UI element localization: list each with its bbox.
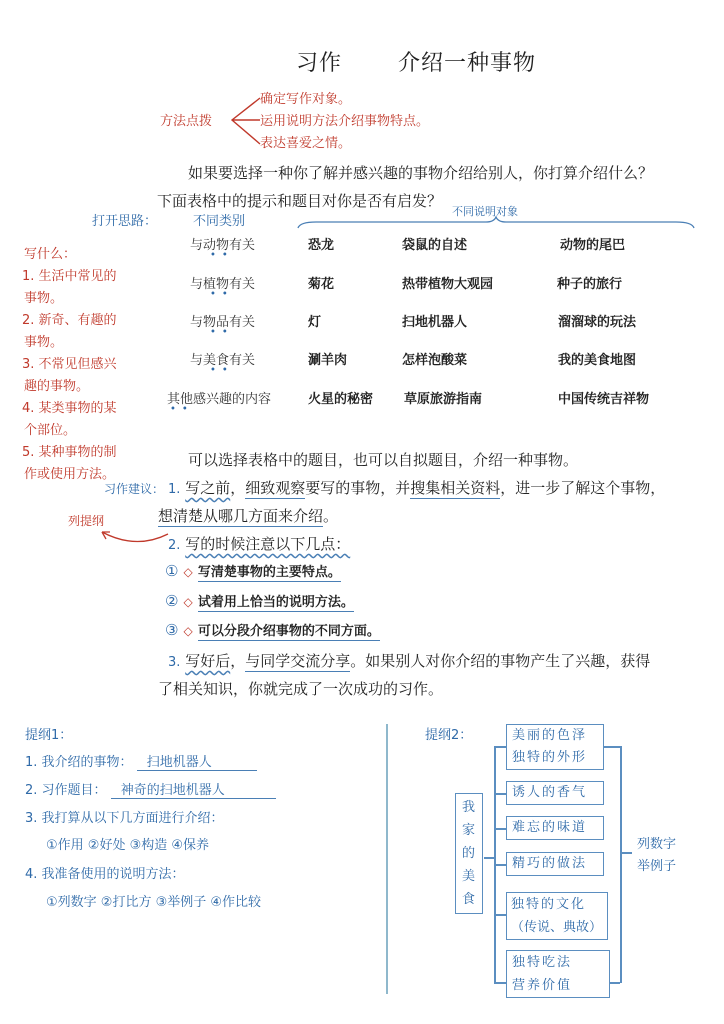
row-category: 与美食有关 (190, 353, 256, 368)
connector (484, 857, 494, 859)
what-to-write-item: 1. 生活中常见的 (22, 269, 117, 284)
emphasis-dots: •• (210, 250, 234, 261)
topic-cell: 袋鼠的自述 (402, 238, 468, 253)
connector (494, 864, 506, 866)
method-tip-bracket (228, 94, 262, 150)
branch-line: 独特的外形 (512, 750, 588, 765)
diamond-icon: ◇ (183, 595, 193, 609)
point-num: ③ (165, 621, 179, 639)
outline-1-item (25, 751, 257, 771)
keyword: 搜集相关资料 (410, 479, 501, 497)
branch-line: （传说、典故） (511, 920, 603, 935)
connector (494, 828, 506, 830)
suggestion-num: 3. (168, 655, 181, 670)
topic-cell: 灯 (308, 315, 322, 330)
diff-category-label: 不同类别 (193, 214, 246, 229)
outline-2-branch (506, 816, 604, 840)
what-to-write-item: 事物。 (24, 335, 64, 350)
diamond-icon: ◇ (183, 565, 193, 579)
connector (494, 746, 506, 748)
text: 。如果别人对你介绍的事物产生了兴趣，获得 (350, 652, 651, 670)
object-brace (296, 216, 696, 230)
method-tip-item: 运用说明方法介绍事物特点。 (260, 114, 430, 129)
branch-line: 独特的文化 (511, 897, 587, 912)
suggestion-3 (168, 650, 650, 671)
suggestion-label: 习作建议： (104, 482, 165, 496)
suggestion-1-line-2 (158, 505, 338, 526)
topic-cell: 菊花 (308, 277, 335, 292)
suggestion-num: 2. (168, 538, 181, 553)
topic-cell: 溜溜球的玩法 (558, 315, 637, 330)
outline-2-branch (506, 950, 610, 998)
method-tip-item: 表达喜爱之情。 (260, 136, 352, 151)
emphasis-dots: •• (170, 404, 194, 415)
method-item: 列数字 (637, 837, 677, 852)
intro-line-1: 如果要选择一种你了解并感兴趣的事物介绍给别人，你打算介绍什么？ (188, 164, 654, 182)
choice-text: 可以选择表格中的题目，也可以自拟题目，介绍一种事物。 (188, 451, 579, 469)
keyword: 写之前 (185, 479, 231, 497)
row-category: 与动物有关 (190, 238, 256, 253)
intro-line-2: 下面表格中的提示和题目对你是否有启发？ (157, 192, 443, 210)
suggestion-num: 1. (168, 482, 181, 497)
connector (620, 852, 632, 854)
method-tip-label: 方法点拨 (160, 114, 213, 129)
what-to-write-title: 写什么： (24, 247, 77, 262)
item-label: 1. 我介绍的事物： (25, 755, 133, 770)
topic-cell: 热带植物大观园 (402, 277, 494, 292)
branch-line: 诱人的香气 (512, 785, 588, 800)
emphasis-dots: •• (210, 327, 234, 338)
emphasis-dots: •• (210, 289, 234, 300)
root-char: 家 (462, 823, 478, 838)
what-to-write-item: 5. 某种事物的制 (22, 445, 117, 460)
outline-1-options: ①列数字 ②打比方 ③举例子 ④作比较 (46, 895, 262, 910)
outline-arrow-icon (96, 524, 176, 550)
outline-2-title: 提纲2： (425, 728, 473, 743)
diff-object-label: 不同说明对象 (452, 205, 518, 218)
root-char: 食 (462, 892, 478, 907)
item-value: 扫地机器人 (137, 751, 257, 771)
what-to-write-item: 3. 不常见但感兴 (22, 357, 117, 372)
outline-1-item (25, 779, 276, 799)
point-text: 写清楚事物的主要特点。 (197, 565, 341, 580)
point-text: 试着用上恰当的说明方法。 (197, 595, 354, 610)
connector (494, 914, 506, 916)
outline-divider (386, 724, 388, 994)
keyword: 细致观察 (245, 479, 306, 497)
item-label: 2. 习作题目： (25, 783, 107, 798)
page-title: 介绍一种事物 (398, 51, 537, 76)
outline-2-branch (506, 852, 604, 876)
branch-line: 营养价值 (512, 978, 573, 993)
text: ，进一步了解这个事物， (500, 479, 666, 497)
row-category: 与物品有关 (190, 315, 256, 330)
outline-1-options: ①作用 ②好处 ③构造 ④保养 (46, 838, 210, 853)
page-label: 习作 (296, 51, 343, 76)
point-num: ① (165, 562, 179, 580)
suggestion-3-line-2: 了相关知识，你就完成了一次成功的习作。 (158, 680, 444, 698)
what-to-write-item: 作或使用方法。 (24, 467, 116, 482)
topic-cell: 恐龙 (308, 238, 335, 253)
connector (494, 982, 506, 984)
text: 要写的事物，并 (305, 479, 411, 497)
outline-2-branch (506, 724, 604, 770)
point-item (165, 561, 341, 580)
what-to-write-item: 2. 新奇、有趣的 (22, 313, 117, 328)
method-item: 举例子 (637, 859, 677, 874)
connector (604, 746, 620, 748)
text: ， (230, 479, 246, 497)
root-char: 我 (462, 800, 478, 815)
point-item (165, 591, 354, 610)
open-ideas-label: 打开思路： (92, 214, 158, 229)
row-category: 与植物有关 (190, 277, 256, 292)
row-category: 其他感兴趣的内容 (167, 392, 272, 407)
branch-line: 独特吃法 (512, 955, 573, 970)
what-to-write-item: 个部位。 (24, 423, 77, 438)
connector (620, 746, 622, 983)
point-num: ② (165, 592, 179, 610)
item-value: 神奇的扫地机器人 (111, 779, 276, 799)
topic-cell: 中国传统吉祥物 (558, 392, 650, 407)
keyword: 写好后 (185, 652, 231, 670)
what-to-write-item: 事物。 (24, 291, 64, 306)
emphasis-dots: •• (210, 365, 234, 376)
topic-cell: 我的美食地图 (558, 353, 637, 368)
method-tip-item: 确定写作对象。 (260, 92, 352, 107)
suggestion-1 (168, 477, 665, 498)
suggestion-2 (168, 533, 350, 554)
text: 写的时候注意以下几点： (185, 535, 351, 553)
outline-2-branch (506, 781, 604, 805)
topic-cell: 动物的尾巴 (560, 238, 626, 253)
diamond-icon: ◇ (183, 624, 193, 638)
what-to-write-item: 4. 某类事物的某 (22, 401, 117, 416)
topic-cell: 草原旅游指南 (404, 392, 483, 407)
text: ， (230, 652, 246, 670)
topic-cell: 涮羊肉 (308, 353, 348, 368)
outline-2-branch (506, 892, 608, 940)
outline-1-item: 4. 我准备使用的说明方法： (25, 867, 185, 882)
branch-line: 美丽的色泽 (512, 728, 588, 743)
outline-note: 列提纲 (68, 514, 105, 528)
outline-1-item: 3. 我打算从以下几方面进行介绍： (25, 811, 224, 826)
point-text: 可以分段介绍事物的不同方面。 (197, 624, 380, 639)
root-char: 的 (462, 846, 478, 861)
keyword: 与同学交流分享 (245, 652, 351, 670)
topic-cell: 火星的秘密 (308, 392, 374, 407)
topic-cell: 怎样泡酸菜 (402, 353, 468, 368)
root-char: 美 (462, 869, 478, 884)
what-to-write-item: 趣的事物。 (24, 379, 90, 394)
branch-line: 精巧的做法 (512, 856, 588, 871)
text: 。 (323, 507, 339, 525)
branch-line: 难忘的味道 (512, 820, 588, 835)
topic-cell: 种子的旅行 (557, 277, 623, 292)
topic-cell: 扫地机器人 (402, 315, 468, 330)
outline-2-root (455, 793, 483, 914)
outline-2-methods (637, 834, 676, 878)
point-item (165, 620, 380, 639)
keyword: 想清楚从哪几方面来介绍 (158, 507, 324, 525)
connector (494, 793, 506, 795)
outline-1-title: 提纲1： (25, 728, 73, 743)
